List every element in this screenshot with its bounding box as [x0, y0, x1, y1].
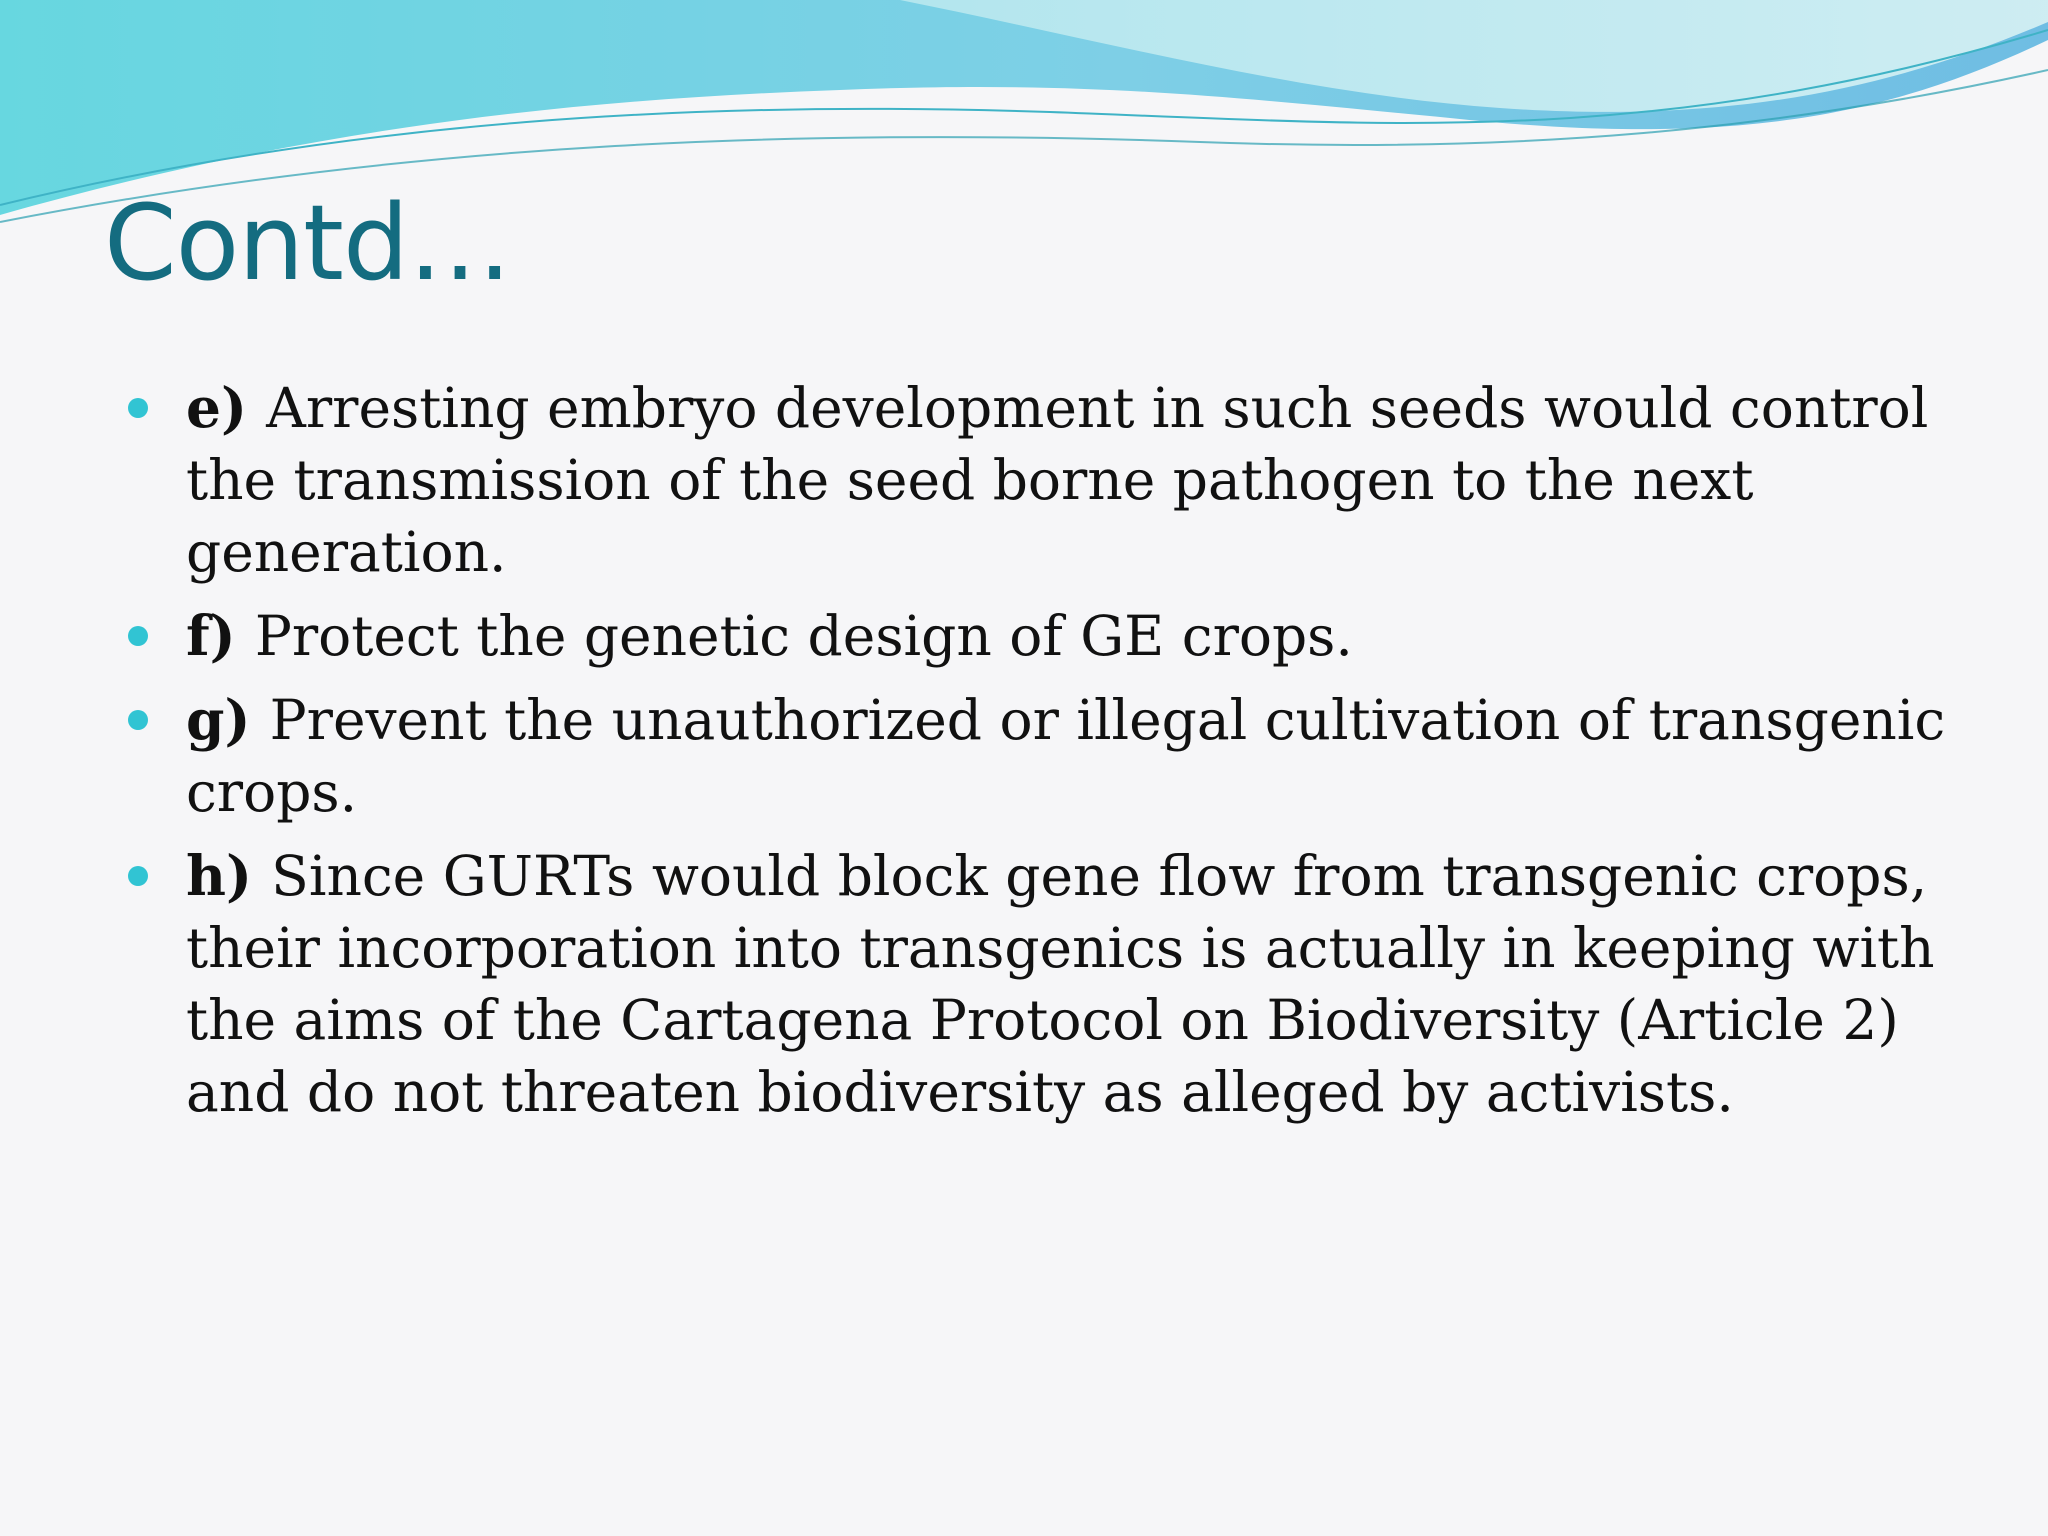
bullet-item-h: [126, 840, 1956, 1128]
bullet-marker: h): [186, 843, 272, 908]
bullet-dot-icon: [128, 626, 148, 646]
slide-title: Contd…: [104, 182, 511, 304]
bullet-text: Since GURTs would block gene flow from transgenic crops, their incorporation into transgenics is actually in keeping with the aims of the Cartagena Protocol on Biodiversity (Article 2) and do not threaten biodiversity as alleged by activists.: [186, 844, 1935, 1124]
bullet-list: [126, 372, 1956, 1140]
bullet-item-f: [126, 600, 1956, 672]
bullet-marker: e): [186, 375, 267, 440]
bullet-text: Protect the genetic design of GE crops.: [254, 604, 1353, 668]
bullet-item-g: [126, 684, 1956, 828]
bullet-text: Prevent the unauthorized or illegal cultivation of transgenic crops.: [186, 688, 1946, 824]
bullet-dot-icon: [128, 866, 148, 886]
bullet-marker: g): [186, 687, 270, 752]
bullet-dot-icon: [128, 710, 148, 730]
bullet-item-e: [126, 372, 1956, 588]
bullet-dot-icon: [128, 398, 148, 418]
bullet-marker: f): [186, 603, 255, 668]
bullet-text: Arresting embryo development in such seeds would control the transmission of the seed borne pathogen to the next generation.: [186, 376, 1929, 584]
